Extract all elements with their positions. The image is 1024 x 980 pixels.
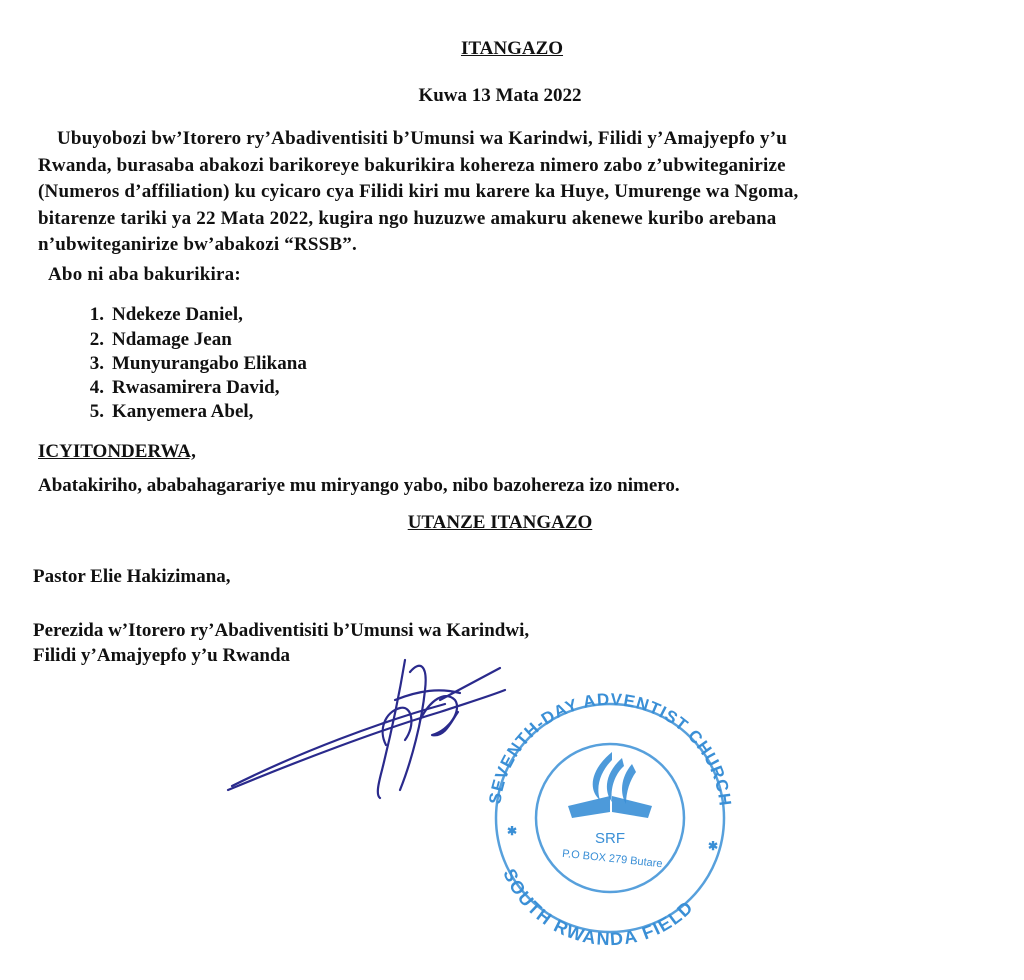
list-item-name: Rwasamirera David, [112, 377, 280, 398]
list-item [76, 353, 307, 375]
note-heading: ICYITONDERWA, [38, 441, 196, 462]
body-line-5: n’ubwiteganirize bw’abakozi “RSSB”. [38, 234, 357, 255]
list-item-number: 3. [89, 353, 104, 374]
body-line-1: Ubuyobozi bw’Itorero ry’Abadiventisiti b’Umunsi wa Karindwi, Filidi y’Amajyepfo y’u [57, 128, 788, 149]
stamp-star-icon: ✱ [708, 839, 719, 853]
list-item-name: Munyurangabo Elikana [112, 353, 307, 374]
closing-heading: UTANZE ITANGAZO [407, 512, 593, 533]
list-item-name: Ndekeze Daniel, [112, 304, 243, 325]
stamp-bottom-text: SOUTH RWANDA FIELD [499, 865, 698, 950]
list-item-number: 1. [89, 304, 104, 325]
signatory-role-line-2: Filidi y’Amajyepfo y’u Rwanda [33, 645, 291, 666]
list-item [76, 401, 253, 423]
signatory-role-line-1: Perezida w’Itorero ry’Abadiventisiti b’Umunsi wa Karindwi, [33, 620, 530, 641]
list-item-number: 4. [89, 377, 104, 398]
list-item-number: 5. [89, 401, 104, 422]
document-title: ITANGAZO [460, 38, 564, 59]
body-line-3: (Numeros d’affiliation) ku cyicaro cya Filidi kiri mu karere ka Huye, Umurenge wa Ngoma, [38, 181, 799, 202]
list-item [76, 329, 232, 351]
stamp-top-text: SEVENTH-DAY ADVENTIST CHURCH [485, 689, 735, 808]
list-intro: Abo ni aba bakurikira: [48, 264, 241, 285]
list-item-name: Ndamage Jean [112, 329, 232, 350]
list-item [76, 377, 279, 399]
document-date: Kuwa 13 Mata 2022 [418, 85, 582, 106]
list-item-name: Kanyemera Abel, [112, 401, 254, 422]
body-line-2: Rwanda, burasaba abakozi barikoreye bakurikira kohereza nimero zabo z’ubwiteganirize [38, 155, 786, 176]
stamp-address-text: P.O BOX 279 Butare [561, 847, 664, 871]
signatory-name: Pastor Elie Hakizimana, [33, 566, 231, 587]
stamp-center-text: SRF [595, 830, 625, 847]
list-item [76, 304, 243, 326]
body-line-4: bitarenze tariki ya 22 Mata 2022, kugira ngo huzuzwe amakuru akenewe kuribo arebana [38, 208, 777, 229]
stamp-star-icon: ✱ [507, 824, 518, 838]
note-text: Abatakiriho, ababahagarariye mu miryango yabo, nibo bazohereza izo nimero. [38, 475, 680, 496]
list-item-number: 2. [89, 329, 104, 350]
